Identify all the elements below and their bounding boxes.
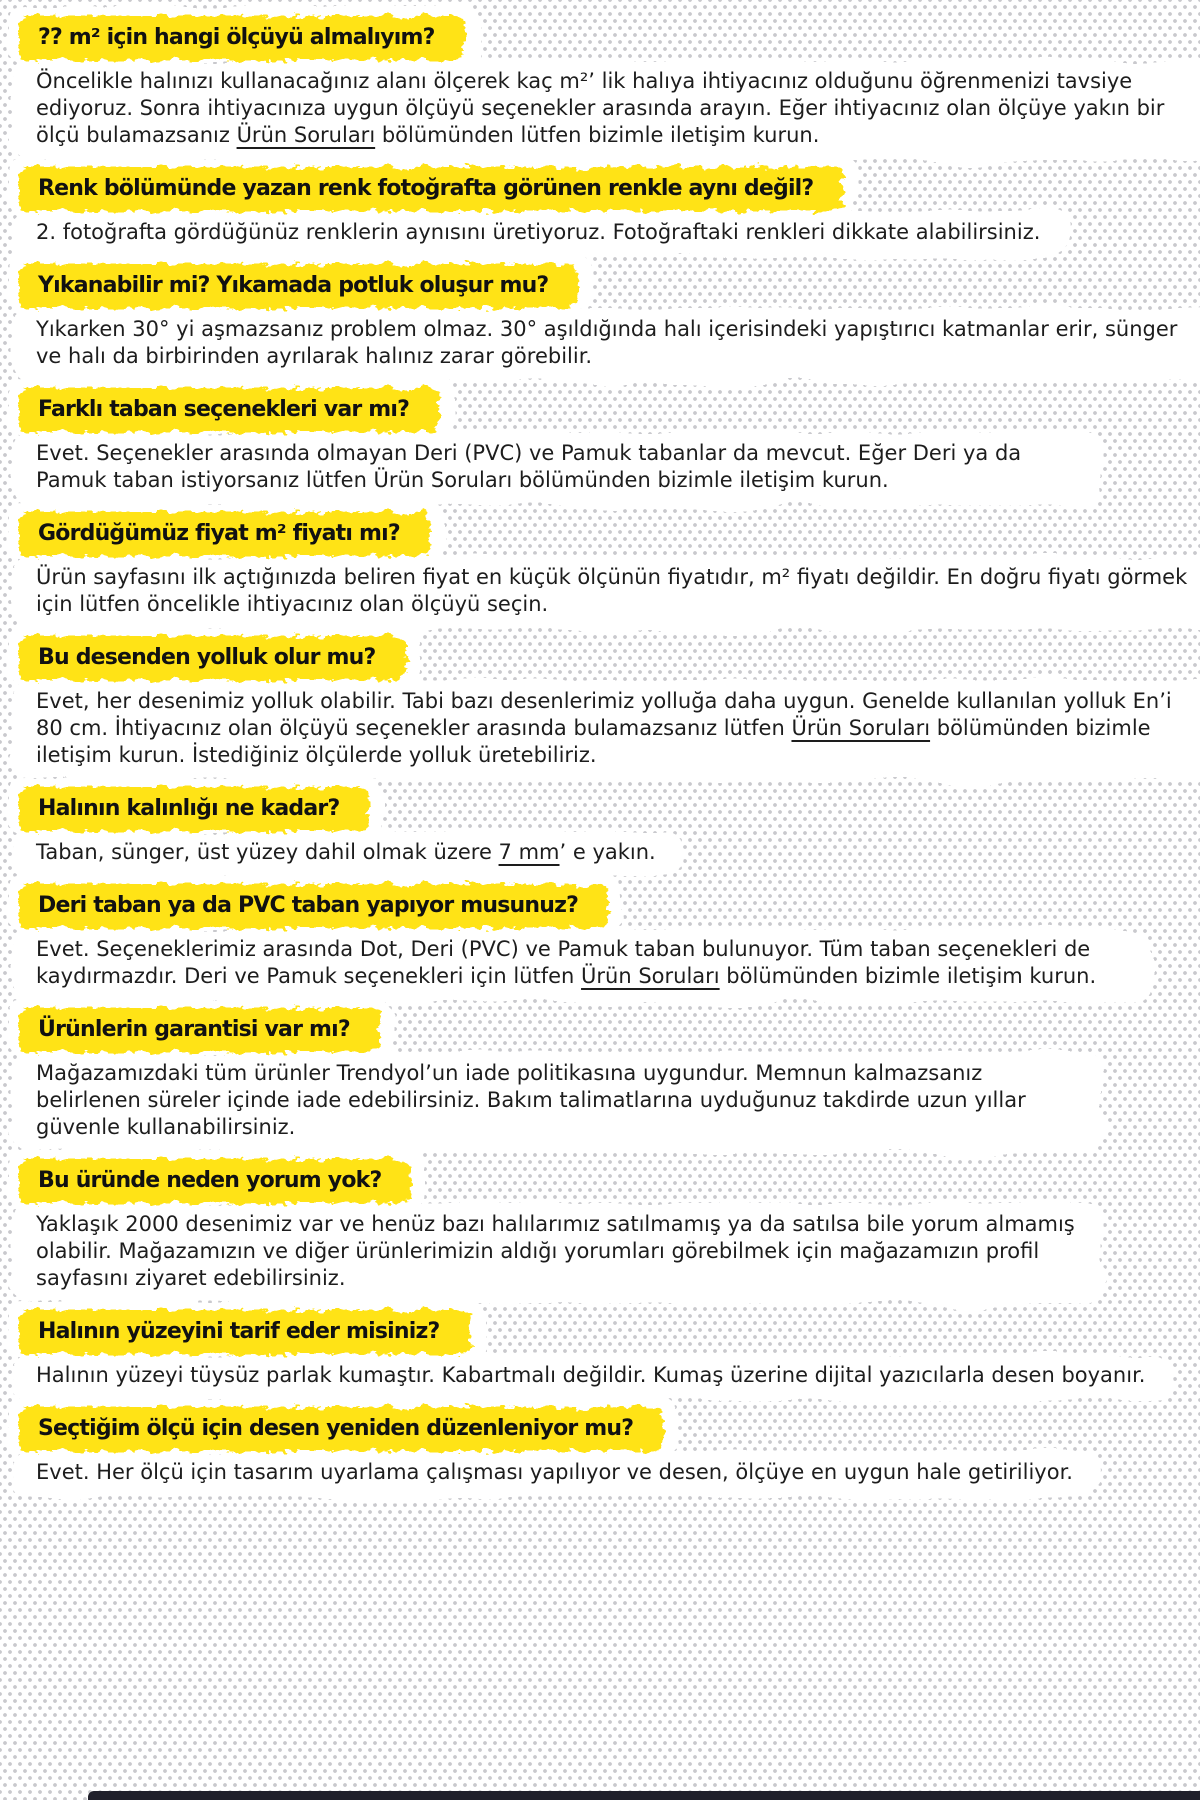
answer-text: Ürün sayfasını ilk açtığınızda beliren fiyat en küçük ölçünün fiyatıdır, m² fiyatı değildir. En doğru fiyatı görmek için lütfen öncelikle ihtiyacınız olan ölçüyü seçin. (36, 565, 1188, 616)
faq-question (36, 510, 408, 558)
faq-question (36, 262, 556, 310)
faq-item (36, 1157, 1200, 1292)
faq-question (36, 1006, 358, 1054)
faq-question-text: Gördüğümüz fiyat m² fiyatı mı? (38, 521, 400, 546)
answer-text: Öncelikle halınızı kullanacağınız alanı ölçerek kaç m²’ lik halıya ihtiyacınız olduğunu öğrenmenizi tavsiye ediyoruz. Sonra ihtiyacınıza uygun ölçüyü seçenekler arasında arayın. Eğer ihtiyacınız olan ölçüye yakın bir ölçü bulamazsanız (36, 69, 1165, 147)
question-highlight (36, 882, 586, 930)
answer-text: Evet, her desenimiz yolluk olabilir. Tabi bazı desenlerimiz yolluğa daha uygun. Genelde kullanılan yolluk En’i 80 cm. İhtiyacınız olan ölçüyü seçenekler arasında bulamazsanız lütfen (36, 689, 1172, 740)
answer-text: Evet. Her ölçü için tasarım uyarlama çalışması yapılıyor ve desen, ölçüye en uygun hale getiriliyor. (36, 1460, 1073, 1484)
question-highlight (36, 14, 443, 62)
faq-question (36, 882, 586, 930)
question-highlight (36, 510, 408, 558)
question-highlight (36, 262, 556, 310)
answer-text: Yaklaşık 2000 desenimiz var ve henüz bazı halılarımız satılmamış ya da satılsa bile yorum almamış olabilir. Mağazamızın ve diğer ürünlerimizin aldığı yorumları görebilmek için mağazamızın profil sayfasını ziyaret edebilirsiniz. (36, 1212, 1075, 1290)
answer-text: Mağazamızdaki tüm ürünler Trendyol’un iade politikasına uygundur. Memnun kalmazsanız belirlenen süreler içinde iade edebilirsiniz. Bakım talimatlarına uyduğunuz takdirde uzun yıllar güvenle kullanabilirsiniz. (36, 1061, 1026, 1139)
faq-answer (36, 839, 656, 866)
faq-question (36, 1405, 641, 1453)
faq-question-text: Renk bölümünde yazan renk fotoğrafta görünen renkle aynı değil? (38, 176, 814, 201)
answer-text: Evet. Seçenekler arasında olmayan Deri (PVC) ve Pamuk tabanlar da mevcut. Eğer Deri ya da Pamuk taban istiyorsanız lütfen Ürün Soruları bölümünden bizimle iletişim kurun. (36, 441, 1022, 492)
faq-question-text: ?? m² için hangi ölçüyü almalıyım? (38, 25, 435, 50)
question-highlight (36, 386, 417, 434)
faq-question-text: Farklı taban seçenekleri var mı? (38, 397, 410, 422)
faq-question (36, 1308, 448, 1356)
faq-question-text: Halının yüzeyini tarif eder misiniz? (38, 1319, 440, 1344)
faq-item (36, 1405, 1200, 1486)
faq-question-text: Bu desenden yolluk olur mu? (38, 645, 376, 670)
answer-text: Yıkarken 30° yi aşmazsanız problem olmaz. 30° aşıldığında halı içerisindeki yapıştırıcı katmanlar erir, sünger ve halı da birbirinden ayrılarak halınız zarar görebilir. (36, 317, 1178, 368)
faq-answer (36, 68, 1186, 149)
question-highlight (36, 1157, 389, 1205)
question-highlight (36, 785, 347, 833)
faq-answer (36, 688, 1186, 769)
bottom-cutoff-bar (88, 1791, 1200, 1800)
answer-text: bölümünden bizimle iletişim kurun. (719, 964, 1097, 988)
faq-item (36, 882, 1200, 990)
faq-question-text: Seçtiğim ölçü için desen yeniden düzenleniyor mu? (38, 1416, 634, 1441)
faq-item (36, 165, 1200, 246)
faq-item (36, 262, 1200, 370)
faq-answer (36, 316, 1186, 370)
question-highlight (36, 634, 384, 682)
answer-inline-link[interactable]: Ürün Soruları (581, 964, 720, 988)
question-highlight (36, 1006, 358, 1054)
faq-question (36, 634, 384, 682)
faq-question-text: Bu üründe neden yorum yok? (38, 1168, 382, 1193)
answer-text: Halının yüzeyi tüysüz parlak kumaştır. Kabartmalı değildir. Kumaş üzerine dijital yazıcılarla desen boyanır. (36, 1363, 1146, 1387)
faq-answer (36, 1060, 1076, 1141)
answer-inline-link[interactable]: Ürün Soruları (791, 716, 931, 740)
faq-question (36, 1157, 389, 1205)
faq-item (36, 386, 1200, 494)
question-highlight (36, 165, 821, 213)
faq-item (36, 1308, 1200, 1389)
faq-answer (36, 1211, 1076, 1292)
faq-answer (36, 564, 1200, 618)
faq-question (36, 165, 821, 213)
faq-question (36, 14, 443, 62)
answer-text: ’ e yakın. (559, 840, 656, 864)
question-highlight (36, 1405, 641, 1453)
question-highlight (36, 1308, 448, 1356)
faq-question-text: Halının kalınlığı ne kadar? (38, 796, 340, 821)
faq-question (36, 785, 347, 833)
faq-question-text: Yıkanabilir mi? Yıkamada potluk oluşur mu? (38, 273, 549, 298)
answer-text: Evet. Seçeneklerimiz arasında Dot, Deri (PVC) ve Pamuk taban bulunuyor. Tüm taban seçenekleri de kaydırmazdır. Deri ve Pamuk seçenekleri için lütfen (36, 937, 1091, 988)
faq-answer (36, 440, 1076, 494)
underlined-text: 7 mm (498, 840, 560, 864)
faq-question-text: Ürünlerin garantisi var mı? (38, 1017, 350, 1042)
faq-item (36, 1006, 1200, 1141)
answer-text: bölümünden bizimle iletişim kurun. İstediğiniz ölçülerde yolluk üretebiliriz. (36, 716, 1151, 767)
faq-item (36, 634, 1200, 769)
faq-answer (36, 1362, 1145, 1389)
answer-text: bölümünden lütfen bizimle iletişim kurun. (375, 123, 820, 147)
faq-answer (36, 1459, 1073, 1486)
faq-item (36, 510, 1200, 618)
faq-item (36, 785, 1200, 866)
faq-question (36, 386, 417, 434)
answer-text: 2. fotoğrafta gördüğünüz renklerin aynısını üretiyoruz. Fotoğraftaki renkleri dikkate alabilirsiniz. (36, 220, 1041, 244)
faq-answer (36, 936, 1124, 990)
faq-item (36, 14, 1200, 149)
faq-question-text: Deri taban ya da PVC taban yapıyor musunuz? (38, 893, 579, 918)
faq-answer (36, 219, 1040, 246)
answer-inline-link[interactable]: Ürün Soruları (236, 123, 376, 147)
answer-text: Taban, sünger, üst yüzey dahil olmak üzere (36, 840, 499, 864)
